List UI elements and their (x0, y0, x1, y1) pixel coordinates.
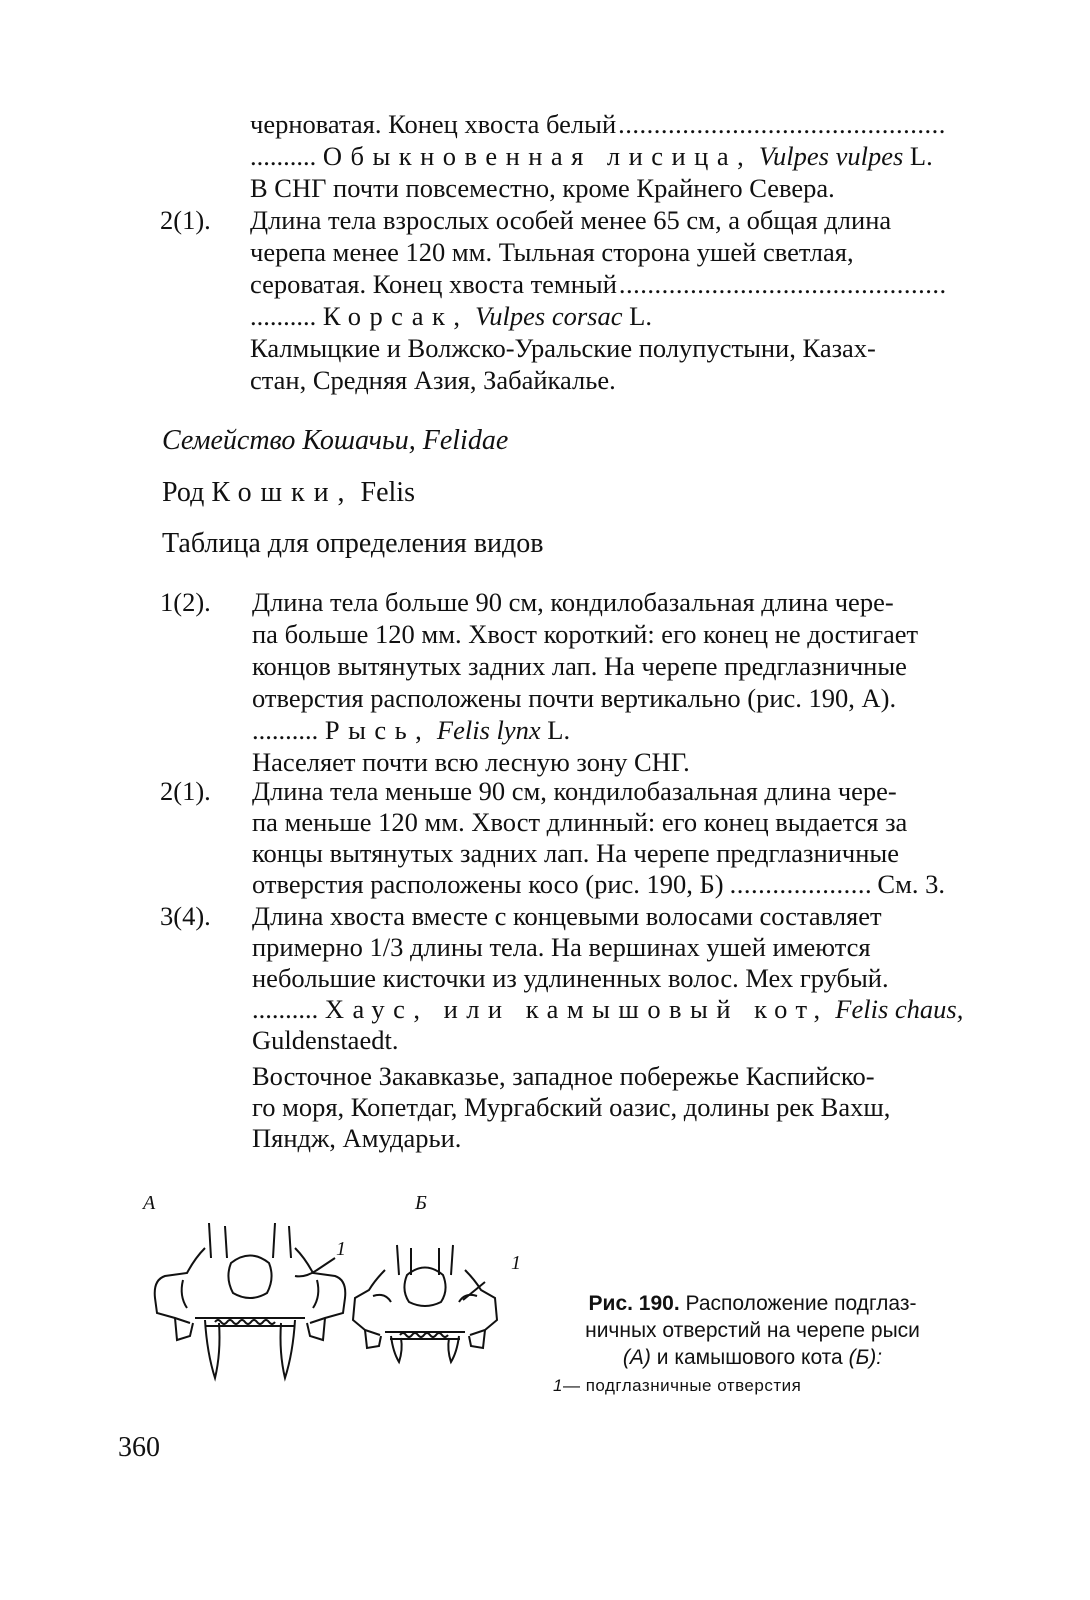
callout-number-a: 1 (336, 1238, 346, 1260)
text-line: Длина тела меньше 90 см, кондилобазальная длина чере- (252, 776, 897, 806)
figure-caption: Рис. 190. Расположение подглаз- ничных отверстий на черепе рыси (А) и камышового кота (Б): (585, 1292, 920, 1369)
couplet-number: 3(4). (160, 901, 211, 931)
latin-name: Vulpes corsac (475, 301, 623, 331)
text-line: черепа менее 120 мм. Тыльная сторона ушей светлая, (250, 237, 854, 267)
latin-name: Vulpes vulpes (758, 141, 904, 171)
species-line: .......... Рысь, Felis lynx L. (252, 715, 571, 745)
skull-cat-illustration (345, 1240, 505, 1380)
text-line: Длина тела больше 90 см, кондилобазальная длина чере- (252, 587, 894, 617)
text-line: отверстия расположены косо (рис. 190, Б) ..... См. 3. (252, 868, 945, 900)
latin-name: Felis lynx (436, 715, 541, 745)
page-number: 360 (118, 1432, 160, 1463)
genus-heading: Род Кошки, Felis (162, 477, 415, 508)
leader-dots (730, 868, 872, 900)
figure-label-b: Б (415, 1192, 427, 1214)
text-line: го моря, Копетдаг, Мургабский оазис, долины рек Вахш, (252, 1092, 891, 1122)
text-line: небольшие кисточки из удлиненных волос. Мех грубый. (252, 963, 889, 993)
figure-number: Рис. 190. (588, 1292, 680, 1315)
text-line: Восточное Закавказье, западное побережье Каспийско- (252, 1061, 875, 1091)
text-line: Пяндж, Амударьи. (252, 1123, 462, 1153)
figure-legend: 1— подглазничные отверстия (553, 1376, 802, 1395)
text-line: сероватая. Конец хвоста темный ..... (250, 268, 945, 300)
couplet-number: 2(1). (160, 776, 211, 806)
text-line: па меньше 120 мм. Хвост длинный: его конец выдается за (252, 807, 908, 837)
species-name: Хаус, или камышовый кот, (324, 994, 829, 1024)
text-line: черноватая. Конец хвоста белый ..... (250, 108, 945, 140)
text-line: концов вытянутых задних лап. На черепе предглазничные (252, 651, 907, 681)
text-line: примерно 1/3 длины тела. На вершинах ушей имеются (252, 932, 871, 962)
species-name: Обыкновенная лисица, (322, 141, 753, 171)
latin-name: Felis chaus, (835, 994, 964, 1024)
text-line: па больше 120 мм. Хвост короткий: его конец не достигает (252, 619, 919, 649)
figure-label-a: А (143, 1192, 156, 1214)
text-line: Длина хвоста вместе с концевыми волосами составляет (252, 901, 882, 931)
leader-dots (618, 108, 945, 140)
couplet-number: 1(2). (160, 587, 211, 617)
skull-lynx-illustration (135, 1218, 365, 1388)
text-line: Guldenstaedt. (252, 1025, 399, 1055)
text-line: концы вытянутых задних лап. На черепе предглазничные (252, 838, 899, 868)
text-line: Длина тела взрослых особей менее 65 см, а общая длина (250, 205, 892, 235)
species-line: .......... Корсак, Vulpes corsac L. (250, 301, 652, 331)
couplet-number: 2(1). (160, 205, 211, 235)
species-name: Рысь, (324, 715, 431, 745)
species-line: .......... Хаус, или камышовый кот, Felis chaus, (252, 994, 964, 1024)
text-line: В СНГ почти повсеместно, кроме Крайнего Севера. (250, 173, 835, 203)
text-line: отверстия расположены почти вертикально (рис. 190, А). (252, 683, 897, 713)
family-heading: Семейство Кошачьи, Felidae (162, 425, 509, 456)
text-line: Калмыцкие и Волжско-Уральские полупустыни, Казах- (250, 333, 876, 363)
species-name: Корсак, (322, 301, 469, 331)
text-line: Населяет почти всю лесную зону СНГ. (252, 747, 690, 777)
callout-number-b: 1 (511, 1252, 521, 1274)
leader-dots (619, 268, 945, 300)
table-title: Таблица для определения видов (162, 528, 544, 559)
species-line: .......... Обыкновенная лисица, Vulpes vulpes L. (250, 141, 933, 171)
text-line: стан, Средняя Азия, Забайкалье. (250, 365, 616, 395)
